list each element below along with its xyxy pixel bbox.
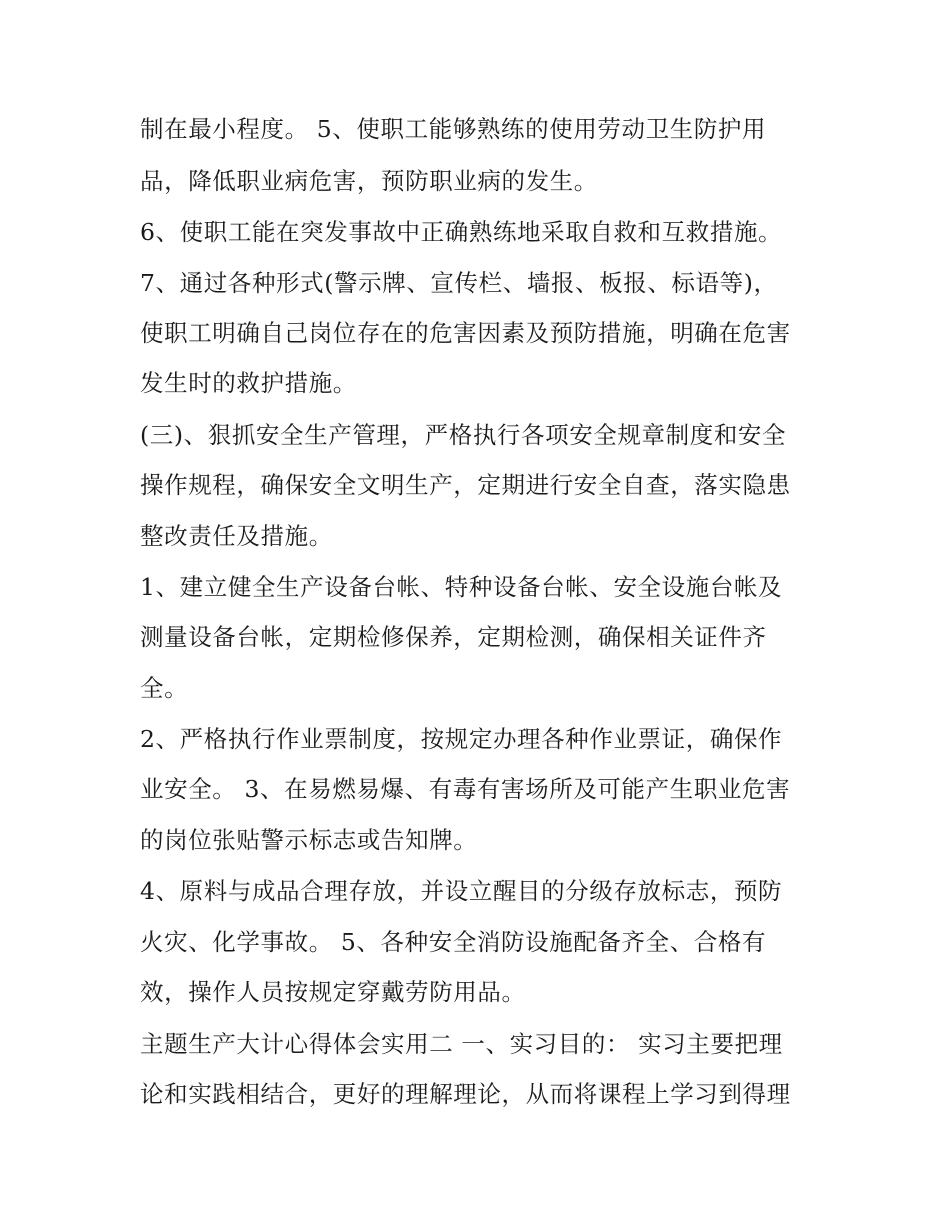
text-line-17: 火灾、化学事故。 5、各种安全消防设施配备齐全、合格有 (140, 928, 767, 956)
text-line-4: 7、通过各种形式(警示牌、宣传栏、墙报、板报、标语等)， (140, 269, 778, 297)
text-line-11: 测量设备台帐，定期检修保养，定期检测，确保相关证件齐 (140, 623, 767, 651)
text-line-14: 业安全。 3、在易燃易爆、有毒有害场所及可能产生职业危害 (140, 775, 791, 803)
text-line-6: 发生时的救护措施。 (140, 369, 357, 397)
text-line-2: 品，降低职业病危害，预防职业病的发生。 (140, 167, 598, 195)
text-line-3: 6、使职工能在突发事故中正确熟练地采取自救和互救措施。 (140, 218, 783, 246)
text-line-12: 全。 (140, 674, 189, 702)
text-line-16: 4、原料与成品合理存放，并设立醒目的分级存放标志，预防 (140, 877, 783, 905)
text-line-20: 论和实践相结合，更好的理解理论，从而将课程上学习到得理 (140, 1080, 791, 1108)
text-line-1: 制在最小程度。 5、使职工能够熟练的使用劳动卫生防护用 (140, 115, 767, 143)
text-line-8: 操作规程，确保安全文明生产，定期进行安全自查，落实隐患 (140, 471, 791, 499)
text-line-18: 效，操作人员按规定穿戴劳防用品。 (140, 978, 526, 1006)
text-line-10: 1、建立健全生产设备台帐、特种设备台帐、安全设施台帐及 (140, 573, 783, 601)
text-line-9: 整改责任及措施。 (140, 522, 333, 550)
text-line-5: 使职工明确自己岗位存在的危害因素及预防措施，明确在危害 (140, 319, 791, 347)
text-line-7: (三)、狠抓安全生产管理，严格执行各项安全规章制度和安全 (140, 421, 787, 449)
text-line-13: 2、严格执行作业票制度，按规定办理各种作业票证，确保作 (140, 725, 783, 753)
text-line-19: 主题生产大计心得体会实用二 一、实习目的： 实习主要把理 (140, 1030, 783, 1058)
text-line-15: 的岗位张贴警示标志或告知牌。 (140, 826, 478, 854)
